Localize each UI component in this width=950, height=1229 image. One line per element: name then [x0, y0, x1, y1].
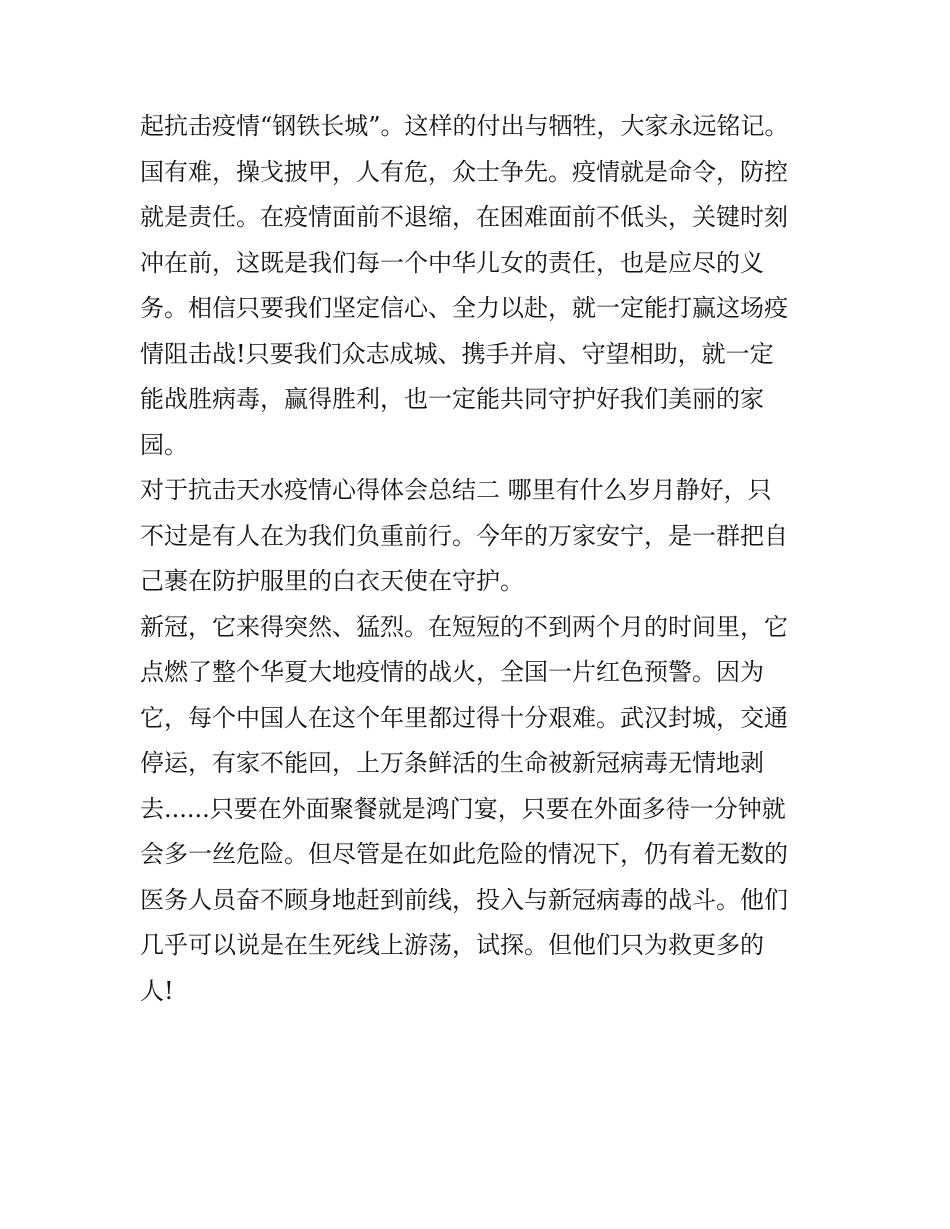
- text-line: 停运，有家不能回，上万条鲜活的生命被新冠病毒无情地剥: [140, 749, 764, 777]
- text-line: 能战胜病毒，赢得胜利，也一定能共同守护好我们美丽的家: [140, 385, 764, 413]
- text-line: 会多一丝危险。但尽管是在如此危险的情况下，仍有着无数的: [140, 840, 788, 868]
- text-line: 务。相信只要我们坚定信心、全力以赴，就一定能打赢这场疫: [140, 294, 788, 322]
- text-line: 园。: [140, 430, 188, 459]
- text-line: 情阻击战!只要我们众志成城、携手并肩、守望相助，就一定: [140, 339, 774, 368]
- text-line: 点燃了整个华夏大地疫情的战火，全国一片红色预警。因为: [140, 658, 764, 686]
- text-line: 医务人员奋不顾身地赶到前线，投入与新冠病毒的战斗。他们: [140, 885, 788, 914]
- text-line: 己裹在防护服里的白衣天使在守护。: [140, 567, 524, 595]
- text-line: 不过是有人在为我们负重前行。今年的万家安宁，是一群把自: [140, 521, 788, 550]
- text-line: 国有难，操戈披甲，人有危，众士争先。疫情就是命令，防控: [140, 157, 788, 186]
- text-line: 冲在前，这既是我们每一个中华儿女的责任，也是应尽的义: [140, 248, 764, 277]
- text-line: 人!: [140, 976, 174, 1005]
- text-line: 新冠，它来得突然、猛烈。在短短的不到两个月的时间里，它: [140, 612, 788, 641]
- text-line: 对于抗击天水疫情心得体会总结二 哪里有什么岁月静好，只: [140, 476, 772, 504]
- text-line: 起抗击疫情“钢铁长城”。这样的付出与牺牲，大家永远铭记。: [140, 112, 789, 140]
- text-line: 它，每个中国人在这个年里都过得十分艰难。武汉封城，交通: [140, 703, 788, 732]
- text-line: 去......只要在外面聚餐就是鸿门宴，只要在外面多待一分钟就: [140, 794, 786, 823]
- body-text: [140, 104, 820, 1014]
- text-line: 几乎可以说是在生死线上游荡，试探。但他们只为救更多的: [140, 931, 764, 959]
- text-line: 就是责任。在疫情面前不退缩，在困难面前不低头，关键时刻: [140, 203, 788, 231]
